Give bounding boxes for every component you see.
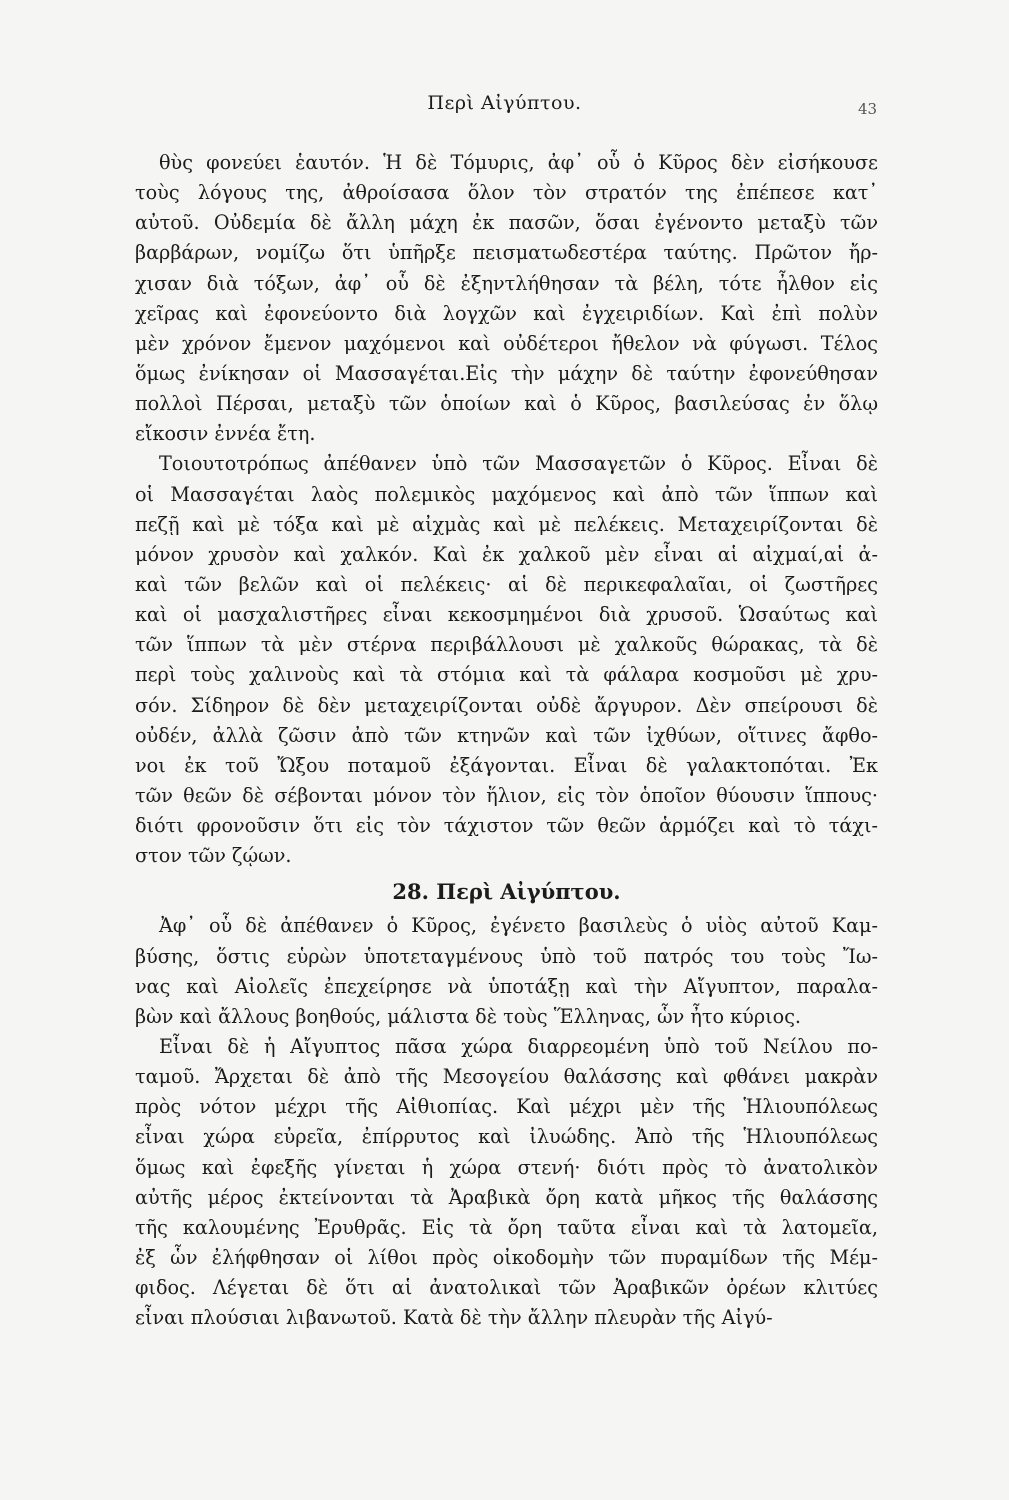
text-line: σόν. Σίδηρον δὲ δὲν μεταχειρίζονται οὐδὲ ἄργυρον. Δὲν σπείρουσι δὲ [135,693,878,717]
text-line: τῶν θεῶν δὲ σέβονται μόνον τὸν ἥλιον, εἰς τὸν ὁποῖον θύουσιν ἵππους· [135,783,878,807]
text-line: καὶ οἱ μασχαλιστῆρες εἶναι κεκοσμημένοι διὰ χρυσοῦ. Ὡσαύτως καὶ [135,603,878,627]
section-number: 28. [392,879,429,905]
text-line: πεζῇ καὶ μὲ τόξα καὶ μὲ αἰχμὰς καὶ μὲ πελέκεις. Μεταχειρίζονται δὲ [135,512,878,536]
text-line: εἶναι πλούσιαι λιβανωτοῦ. Κατὰ δὲ τὴν ἄλλην πλευρὰν τῆς Αἰγύ- [135,1306,773,1330]
text-line: μὲν χρόνον ἔμενον μαχόμενοι καὶ οὐδέτεροι ἤθελον νὰ φύγωσι. Τέλος [135,331,878,355]
text-line: θὺς φονεύει ἑαυτόν. Ἡ δὲ Τόμυρις, ἀφ᾽ οὗ ὁ Κῦρος δὲν εἰσήκουσε [159,151,878,174]
text-line: τοὺς λόγους της, ἀθροίσασα ὅλον τὸν στρατόν της ἐπέπεσε κατ᾽ [135,181,878,205]
paragraph [135,449,878,871]
text-line: τῶν ἵππων τὰ μὲν στέρνα περιβάλλουσι μὲ χαλκοῦς θώρακας, τὰ δὲ [135,633,878,657]
paragraph [135,148,878,449]
paragraph [135,911,878,1032]
text-line: Τοιουτοτρόπως ἀπέθανεν ὑπὸ τῶν Μασσαγετῶν ὁ Κῦρος. Εἶναι δὲ [159,452,878,476]
text-line: ταμοῦ. Ἄρχεται δὲ ἀπὸ τῆς Μεσογείου θαλάσσης καὶ φθάνει μακρὰν [135,1065,878,1089]
text-line: εἴκοσιν ἐννέα ἔτη. [135,422,316,446]
text-line: οὐδέν, ἀλλὰ ζῶσιν ἀπὸ τῶν κτηνῶν καὶ τῶν ἰχθύων, οἵτινες ἄφθο- [135,723,878,747]
paragraphs-before-section [135,148,878,871]
text-line: εἶναι χώρα εὐρεῖα, ἐπίρρυτος καὶ ἰλυώδης. Ἀπὸ τῆς Ἡλιουπόλεως [135,1125,878,1149]
text-line: βύσης, ὅστις εὑρὼν ὑποτεταγμένους ὑπὸ τοῦ πατρός του τοὺς Ἴω- [135,944,878,968]
text-line: νοι ἐκ τοῦ Ὤξου ποταμοῦ ἐξάγονται. Εἶναι δὲ γαλακτοπόται. Ἐκ [135,753,878,777]
text-line: Εἶναι δὲ ἡ Αἴγυπτος πᾶσα χώρα διαρρεομένη ὑπὸ τοῦ Νείλου πο- [159,1034,878,1058]
text-line: βὼν καὶ ἄλλους βοηθούς, μάλιστα δὲ τοὺς Ἕλληνας, ὧν ἦτο κύριος. [135,1004,802,1028]
section-title: Περὶ Αἰγύπτου. [436,879,621,905]
text-line: φιδος. Λέγεται δὲ ὅτι αἱ ἀνατολικαὶ τῶν Ἀραβικῶν ὀρέων κλιτύες [135,1276,878,1300]
text-line: τῆς καλουμένης Ἐρυθρᾶς. Εἰς τὰ ὄρη ταῦτα εἶναι καὶ τὰ λατομεῖα, [135,1215,878,1239]
text-line: αὐτῆς μέρος ἐκτείνονται τὰ Ἀραβικὰ ὄρη κατὰ μῆκος τῆς θαλάσσης [135,1185,878,1209]
text-line: ὅμως καὶ ἐφεξῆς γίνεται ἡ χώρα στενή· διότι πρὸς τὸ ἀνατολικὸν [135,1155,878,1179]
section-heading [135,875,878,909]
text-line: αὐτοῦ. Οὐδεμία δὲ ἄλλη μάχη ἐκ πασῶν, ὅσαι ἐγένοντο μεταξὺ τῶν [135,211,878,235]
page-number: 43 [858,100,878,118]
paragraphs-after-section [135,911,878,1333]
body-text [135,148,878,1333]
text-line: περὶ τοὺς χαλινοὺς καὶ τὰ στόμια καὶ τὰ φάλαρα κοσμοῦσι μὲ χρυ- [135,663,878,687]
text-line: ὅμως ἐνίκησαν οἱ Μασσαγέται.Εἰς τὴν μάχην δὲ ταύτην ἐφονεύθησαν [135,361,878,385]
running-head: Περὶ Αἰγύπτου. [427,92,582,114]
paragraph [135,1032,878,1333]
text-line: βαρβάρων, νομίζω ὅτι ὑπῆρξε πεισματωδεστέρα ταύτης. Πρῶτον ἤρ- [135,241,878,265]
text-line: στον τῶν ζῴων. [135,844,292,868]
text-line: πολλοὶ Πέρσαι, μεταξὺ τῶν ὁποίων καὶ ὁ Κῦρος, βασιλεύσας ἐν ὅλῳ [135,392,878,416]
text-line: οἱ Μασσαγέται λαὸς πολεμικὸς μαχόμενος καὶ ἀπὸ τῶν ἵππων καὶ [135,482,878,506]
text-line: διότι φρονοῦσιν ὅτι εἰς τὸν τάχιστον τῶν θεῶν ἁρμόζει καὶ τὸ τάχι- [135,814,878,838]
text-line: καὶ τῶν βελῶν καὶ οἱ πελέκεις· αἱ δὲ περικεφαλαῖαι, οἱ ζωστῆρες [135,572,878,596]
text-line: πρὸς νότον μέχρι τῆς Αἰθιοπίας. Καὶ μέχρι μὲν τῆς Ἡλιουπόλεως [135,1095,878,1119]
text-line: ἐξ ὧν ἐλήφθησαν οἱ λίθοι πρὸς οἰκοδομὴν τῶν πυραμίδων τῆς Μέμ- [135,1245,878,1269]
text-line: χισαν διὰ τόξων, ἀφ᾽ οὗ δὲ ἐξηντλήθησαν τὰ βέλη, τότε ἦλθον εἰς [135,271,878,295]
text-line: χεῖρας καὶ ἐφονεύοντο διὰ λογχῶν καὶ ἐγχειριδίων. Καὶ ἐπὶ πολὺν [135,301,878,325]
text-line: Ἀφ᾽ οὗ δὲ ἀπέθανεν ὁ Κῦρος, ἐγένετο βασιλεὺς ὁ υἱὸς αὐτοῦ Καμ- [159,914,878,938]
text-line: νας καὶ Αἰολεῖς ἐπεχείρησε νὰ ὑποτάξῃ καὶ τὴν Αἴγυπτον, παραλα- [135,974,878,998]
text-line: μόνον χρυσὸν καὶ χαλκόν. Καὶ ἐκ χαλκοῦ μὲν εἶναι αἱ αἰχμαί,αἱ ἀ- [135,542,878,566]
